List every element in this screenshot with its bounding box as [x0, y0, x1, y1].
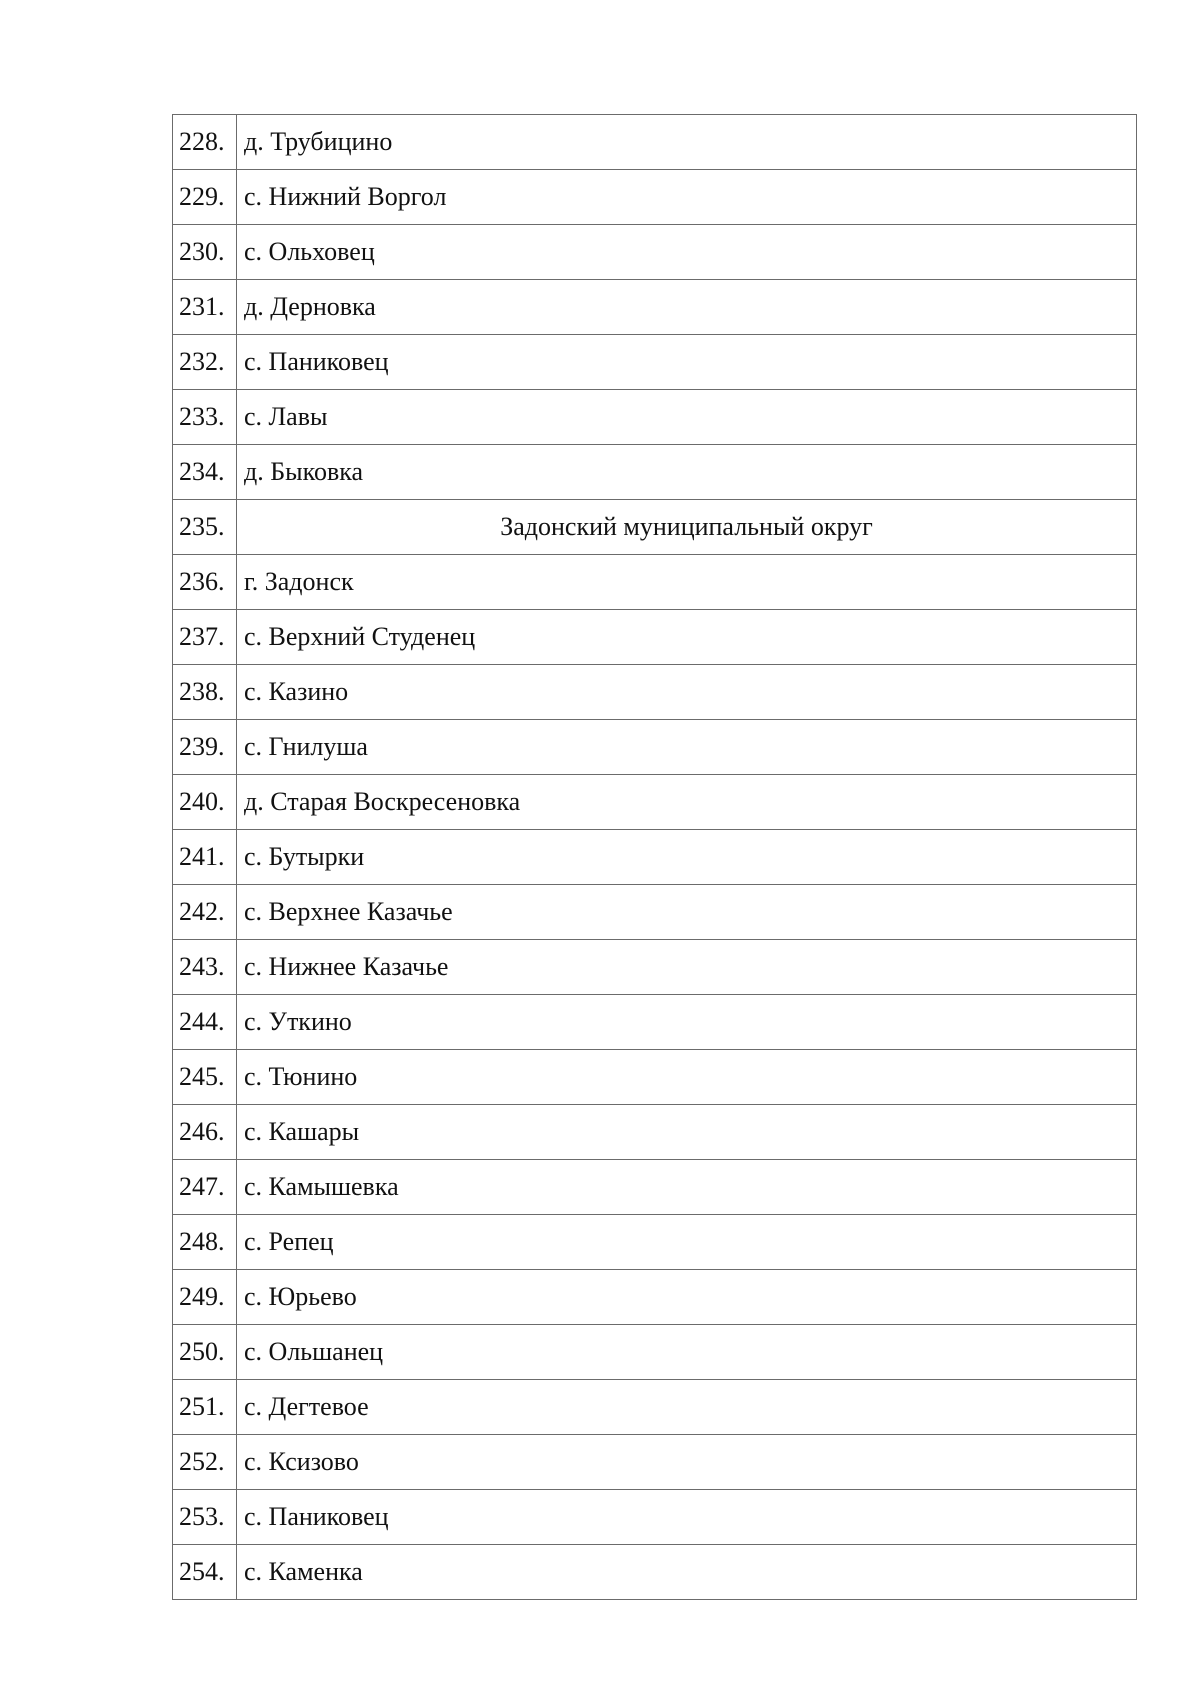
row-number: 254.: [173, 1545, 237, 1600]
settlement-name: с. Бутырки: [237, 830, 1137, 885]
settlement-name: с. Репец: [237, 1215, 1137, 1270]
table-row: [173, 775, 1137, 830]
settlement-name: г. Задонск: [237, 555, 1137, 610]
settlement-name: с. Верхний Студенец: [237, 610, 1137, 665]
row-number: 249.: [173, 1270, 237, 1325]
settlement-name: с. Ольховец: [237, 225, 1137, 280]
table-row: [173, 1270, 1137, 1325]
settlement-name: с. Верхнее Казачье: [237, 885, 1137, 940]
settlement-name: с. Дегтевое: [237, 1380, 1137, 1435]
table-row: [173, 1160, 1137, 1215]
settlement-name: д. Старая Воскресеновка: [237, 775, 1137, 830]
row-number: 236.: [173, 555, 237, 610]
row-number: 248.: [173, 1215, 237, 1270]
row-number: 234.: [173, 445, 237, 500]
table-row: [173, 225, 1137, 280]
table-row: [173, 1545, 1137, 1600]
settlement-name: д. Дерновка: [237, 280, 1137, 335]
section-title: Задонский муниципальный округ: [237, 500, 1137, 555]
table-row: [173, 940, 1137, 995]
row-number: 235.: [173, 500, 237, 555]
table-row: [173, 610, 1137, 665]
settlements-table: [172, 114, 1137, 1600]
table-row: [173, 335, 1137, 390]
table-row: [173, 1215, 1137, 1270]
table-row: [173, 665, 1137, 720]
table-row: [173, 1105, 1137, 1160]
row-number: 238.: [173, 665, 237, 720]
settlement-name: д. Трубицино: [237, 115, 1137, 170]
table-row: [173, 1435, 1137, 1490]
row-number: 253.: [173, 1490, 237, 1545]
table-row: [173, 445, 1137, 500]
row-number: 245.: [173, 1050, 237, 1105]
settlement-name: с. Юрьево: [237, 1270, 1137, 1325]
row-number: 232.: [173, 335, 237, 390]
settlement-name: с. Нижний Воргол: [237, 170, 1137, 225]
row-number: 250.: [173, 1325, 237, 1380]
section-header-row: [173, 500, 1137, 555]
table-row: [173, 830, 1137, 885]
row-number: 237.: [173, 610, 237, 665]
table-row: [173, 1050, 1137, 1105]
row-number: 242.: [173, 885, 237, 940]
table-row: [173, 720, 1137, 775]
row-number: 240.: [173, 775, 237, 830]
row-number: 246.: [173, 1105, 237, 1160]
row-number: 239.: [173, 720, 237, 775]
table-row: [173, 995, 1137, 1050]
settlement-name: с. Гнилуша: [237, 720, 1137, 775]
table-row: [173, 1490, 1137, 1545]
settlement-name: с. Нижнее Казачье: [237, 940, 1137, 995]
row-number: 243.: [173, 940, 237, 995]
row-number: 228.: [173, 115, 237, 170]
row-number: 229.: [173, 170, 237, 225]
settlement-name: с. Тюнино: [237, 1050, 1137, 1105]
row-number: 244.: [173, 995, 237, 1050]
row-number: 241.: [173, 830, 237, 885]
row-number: 233.: [173, 390, 237, 445]
table-row: [173, 115, 1137, 170]
settlement-name: с. Казино: [237, 665, 1137, 720]
settlement-name: с. Паниковец: [237, 1490, 1137, 1545]
row-number: 247.: [173, 1160, 237, 1215]
settlement-name: с. Камышевка: [237, 1160, 1137, 1215]
settlement-name: с. Ксизово: [237, 1435, 1137, 1490]
table-row: [173, 1380, 1137, 1435]
settlement-name: с. Паниковец: [237, 335, 1137, 390]
settlement-name: с. Уткино: [237, 995, 1137, 1050]
table-row: [173, 885, 1137, 940]
table-row: [173, 555, 1137, 610]
table-row: [173, 280, 1137, 335]
table-row: [173, 170, 1137, 225]
table-row: [173, 390, 1137, 445]
settlement-name: с. Каменка: [237, 1545, 1137, 1600]
row-number: 230.: [173, 225, 237, 280]
settlement-name: с. Лавы: [237, 390, 1137, 445]
settlement-name: д. Быковка: [237, 445, 1137, 500]
settlement-name: с. Ольшанец: [237, 1325, 1137, 1380]
table-row: [173, 1325, 1137, 1380]
settlement-name: с. Кашары: [237, 1105, 1137, 1160]
row-number: 251.: [173, 1380, 237, 1435]
table-body: [173, 115, 1137, 1600]
row-number: 252.: [173, 1435, 237, 1490]
row-number: 231.: [173, 280, 237, 335]
